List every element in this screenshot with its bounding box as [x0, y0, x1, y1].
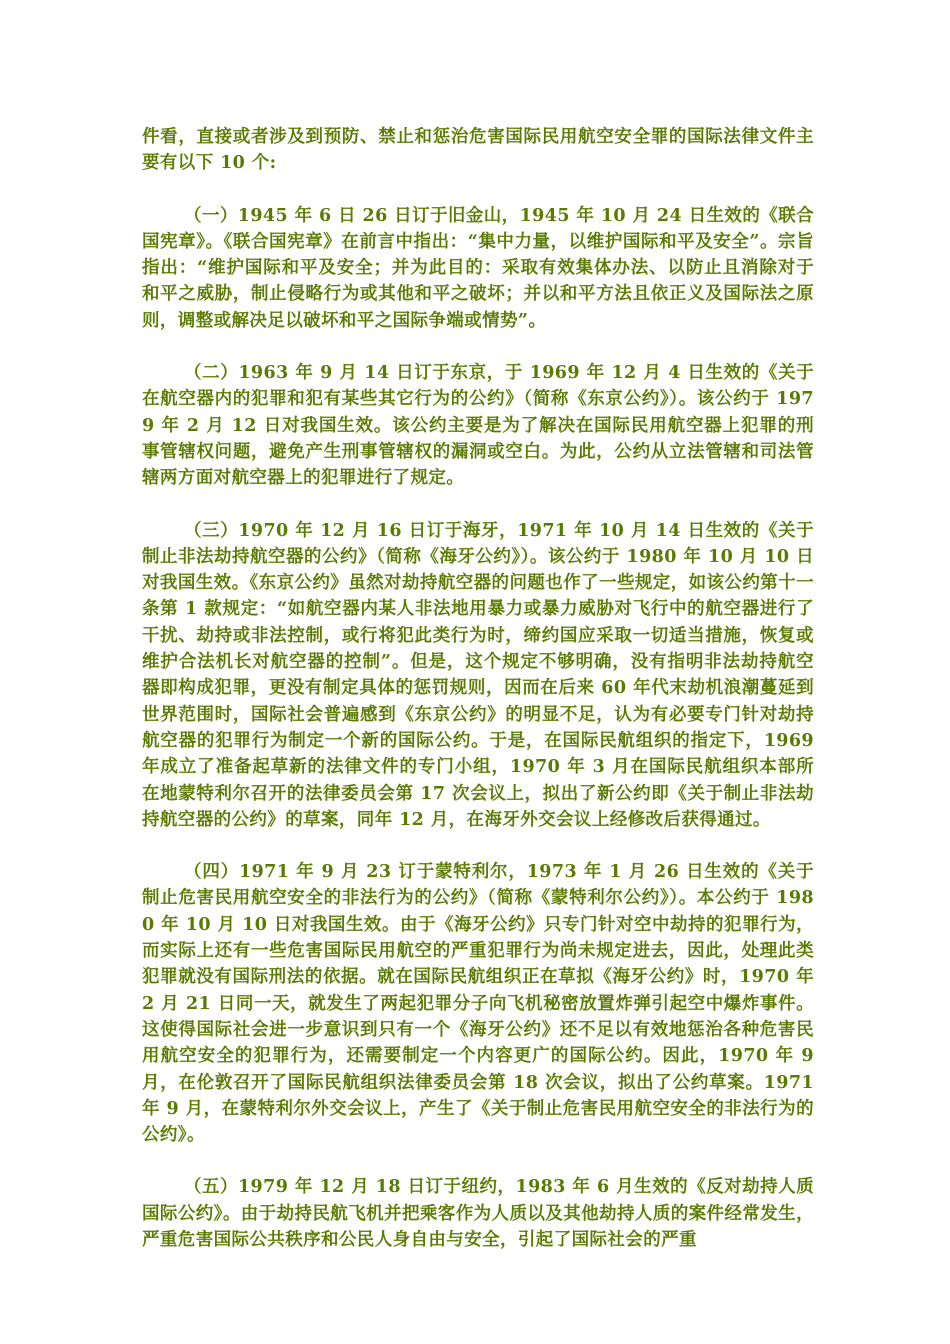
- paragraph-item-2-tokyo-convention: （二）1963 年 9 月 14 日订于东京，于 1969 年 12 月 4 日生效的《关于在航空器内的犯罪和犯有某些其它行为的公约》（简称《东京公约》）。该公约于 1979 年 2 月 12 日对我国生效。该公约主要是为了解决在国际民用航空器上犯罪的刑事管辖权问题，避免产生刑事管辖权的漏洞或空白。为此，公约从立法管辖和司法管辖两方面对航空器上的犯罪进行了规定。: [142, 363, 814, 489]
- paragraph-item-5-hostages-convention: （五）1979 年 12 月 18 日订于纽约，1983 年 6 月生效的《反对劫持人质国际公约》。由于劫持民航飞机并把乘客作为人质以及其他劫持人质的案件经常发生，严重危害国际公共秩序和公民人身自由与安全，引起了国际社会的严重: [142, 1177, 814, 1250]
- paragraph-item-3-hague-convention: （三）1970 年 12 月 16 日订于海牙，1971 年 10 月 14 日生效的《关于制止非法劫持航空器的公约》（简称《海牙公约》）。该公约于 1980 年 10 月 10 日对我国生效。《东京公约》虽然对劫持航空器的问题也作了一些规定，如该公约第十一条第 1 款规定：“如航空器内某人非法地用暴力或暴力威胁对飞行中的航空器进行了干扰、劫持或非法控制，或行将犯此类行为时，缔约国应采取一切适当措施，恢复或维护合法机长对航空器的控制”。但是，这个规定不够明确，没有指明非法劫持航空器即构成犯罪，更没有制定具体的惩罚规则，因而在后来 60 年代末劫机浪潮蔓延到世界范围时，国际社会普遍感到《东京公约》的明显不足，认为有必要专门针对劫持航空器的犯罪行为制定一个新的国际公约。于是，在国际民航组织的指定下，1969 年成立了准备起草新的法律文件的专门小组，1970 年 3 月在国际民航组织本部所在地蒙特利尔召开的法律委员会第 17 次会议上，拟出了新公约即《关于制止非法劫持航空器的公约》的草案，同年 12 月，在海牙外交会议上经修改后获得通过。: [142, 520, 814, 830]
- document-page: [142, 124, 814, 1279]
- paragraph-item-1-un-charter: （一）1945 年 6 日 26 日订于旧金山，1945 年 10 月 24 日生效的《联合国宪章》。《联合国宪章》在前言中指出：“集中力量，以维护国际和平及安全”。宗旨指出：“维护国际和平及安全；并为此目的：采取有效集体办法、以防止且消除对于和平之威胁，制止侵略行为或其他和平之破坏；并以和平方法且依正义及国际法之原则，调整或解决足以破坏和平之国际争端或情势”。: [142, 205, 814, 331]
- paragraph-intro: 件看，直接或者涉及到预防、禁止和惩治危害国际民用航空安全罪的国际法律文件主要有以下 10 个:: [142, 127, 814, 174]
- paragraph-item-4-montreal-convention: （四）1971 年 9 月 23 订于蒙特利尔，1973 年 1 月 26 日生效的《关于制止危害民用航空安全的非法行为的公约》（简称《蒙特利尔公约》）。本公约于 1980 年 10 月 10 日对我国生效。由于《海牙公约》只专门针对空中劫持的犯罪行为，而实际上还有一些危害国际民用航空的严重犯罪行为尚未规定进去，因此，处理此类犯罪就没有国际刑法的依据。就在国际民航组织正在草拟《海牙公约》时，1970 年 2 月 21 日同一天，就发生了两起犯罪分子向飞机秘密放置炸弹引起空中爆炸事件。这使得国际社会进一步意识到只有一个《海牙公约》还不足以有效地惩治各种危害民用航空安全的犯罪行为，还需要制定一个内容更广的国际公约。因此，1970 年 9 月，在伦敦召开了国际民航组织法律委员会第 18 次会议，拟出了公约草案。1971 年 9 月，在蒙特利尔外交会议上，产生了《关于制止危害民用航空安全的非法行为的公约》。: [142, 862, 814, 1146]
